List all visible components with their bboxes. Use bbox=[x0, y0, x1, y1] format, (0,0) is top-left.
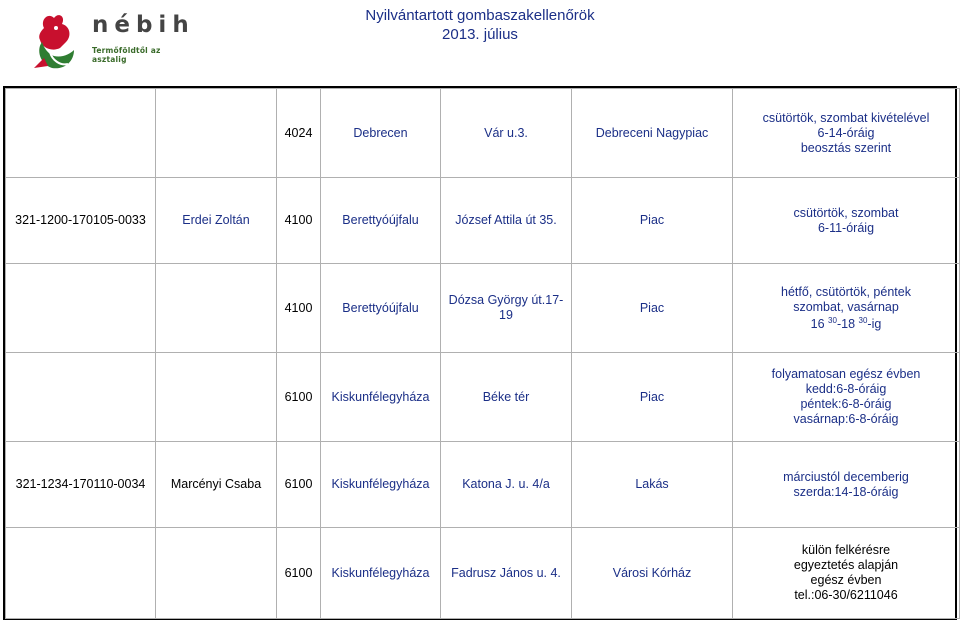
place-cell: Piac bbox=[572, 353, 733, 442]
table-row bbox=[6, 264, 960, 353]
address-cell: Katona J. u. 4/a bbox=[441, 442, 572, 528]
table-row bbox=[6, 89, 960, 178]
logo-text: nébih bbox=[92, 12, 195, 38]
id-cell bbox=[6, 264, 156, 353]
schedule-line: csütörtök, szombat bbox=[793, 205, 899, 220]
schedule-line: szerda:14-18-óráig bbox=[793, 484, 899, 499]
city-cell: Berettyóújfalu bbox=[321, 178, 441, 264]
time-sep: -18 bbox=[836, 316, 856, 331]
schedule-line: egyeztetés alapján bbox=[793, 558, 899, 572]
schedule-line: vasárnap:6-8-óráig bbox=[793, 412, 899, 426]
zip-cell: 4100 bbox=[277, 178, 321, 264]
schedule-line: külön felkérésre bbox=[801, 543, 891, 557]
name-cell bbox=[156, 353, 277, 442]
city-cell: Kiskunfélegyháza bbox=[321, 442, 441, 528]
schedule-line: folyamatosan egész évben bbox=[771, 367, 921, 381]
id-cell: 321-1234-170110-0034 bbox=[6, 442, 156, 528]
id-cell: 321-1200-170105-0033 bbox=[6, 178, 156, 264]
schedule-time bbox=[735, 317, 957, 332]
zip-cell: 4024 bbox=[277, 89, 321, 178]
city-cell: Debrecen bbox=[321, 89, 441, 178]
table-row bbox=[6, 353, 960, 442]
schedule-cell bbox=[733, 353, 960, 442]
page-header bbox=[0, 0, 960, 80]
table-row bbox=[6, 528, 960, 619]
address-cell: Fadrusz János u. 4. bbox=[441, 528, 572, 619]
name-cell bbox=[156, 528, 277, 619]
zip-cell: 6100 bbox=[277, 442, 321, 528]
schedule-line: 6-14-óráig bbox=[817, 125, 875, 140]
time-end-min: 30 bbox=[858, 315, 868, 325]
schedule-cell bbox=[733, 89, 960, 178]
schedule-line: márciustól decemberig bbox=[783, 469, 909, 484]
address-cell: József Attila út 35. bbox=[441, 178, 572, 264]
schedule-line: szombat, vasárnap bbox=[793, 299, 899, 314]
schedule-cell bbox=[733, 442, 960, 528]
schedule-line: hétfő, csütörtök, péntek bbox=[781, 284, 911, 299]
schedule-cell bbox=[733, 528, 960, 619]
place-cell: Városi Kórház bbox=[572, 528, 733, 619]
name-cell bbox=[156, 264, 277, 353]
schedule-line: péntek:6-8-óráig bbox=[800, 397, 892, 411]
id-cell bbox=[6, 89, 156, 178]
page-title bbox=[0, 6, 960, 44]
zip-cell: 6100 bbox=[277, 528, 321, 619]
zip-cell: 6100 bbox=[277, 353, 321, 442]
time-start-min: 30 bbox=[828, 315, 837, 325]
schedule-line: beosztás szerint bbox=[800, 140, 892, 155]
place-cell: Lakás bbox=[572, 442, 733, 528]
schedule-cell bbox=[733, 178, 960, 264]
schedule-cell bbox=[733, 264, 960, 353]
place-cell: Piac bbox=[572, 264, 733, 353]
id-cell bbox=[6, 353, 156, 442]
name-cell: Erdei Zoltán bbox=[156, 178, 277, 264]
schedule-line: egész évben bbox=[810, 573, 882, 587]
name-cell bbox=[156, 89, 277, 178]
id-cell bbox=[6, 528, 156, 619]
address-cell: Vár u.3. bbox=[441, 89, 572, 178]
city-cell: Kiskunfélegyháza bbox=[321, 528, 441, 619]
city-cell: Kiskunfélegyháza bbox=[321, 353, 441, 442]
name-cell: Marcényi Csaba bbox=[156, 442, 277, 528]
schedule-line: tel.:06-30/6211046 bbox=[794, 588, 898, 602]
schedule-line: 6-11-óráig bbox=[817, 220, 875, 235]
logo-slogan: Termőföldtől az asztalig bbox=[92, 46, 161, 64]
city-cell: Berettyóújfalu bbox=[321, 264, 441, 353]
place-cell: Debreceni Nagypiac bbox=[572, 89, 733, 178]
time-suffix: -ig bbox=[867, 316, 882, 331]
time-start: 16 bbox=[810, 316, 825, 331]
inspectors-table bbox=[3, 86, 957, 620]
address-cell: Dózsa György út.17-19 bbox=[441, 264, 572, 353]
title-line-2: 2013. július bbox=[442, 26, 518, 43]
schedule-line: kedd:6-8-óráig bbox=[805, 382, 887, 396]
address-cell: Béke tér bbox=[441, 353, 572, 442]
place-cell: Piac bbox=[572, 178, 733, 264]
title-line-1: Nyilvántartott gombaszakellenőrök bbox=[365, 7, 595, 24]
zip-cell: 4100 bbox=[277, 264, 321, 353]
table-row bbox=[6, 178, 960, 264]
table-row bbox=[6, 442, 960, 528]
schedule-line: csütörtök, szombat kivételével bbox=[762, 110, 930, 125]
